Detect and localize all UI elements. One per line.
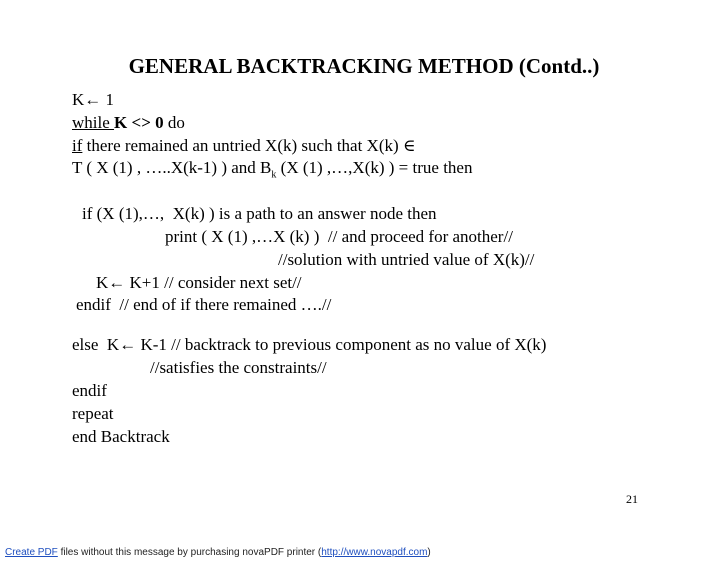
code-line-bound xyxy=(72,158,472,185)
code-line-init: K← 1 xyxy=(72,90,115,109)
code-line-if xyxy=(72,136,416,156)
footer-text: files without this message by purchasing novaPDF printer ( xyxy=(57,547,322,558)
page-title: GENERAL BACKTRACKING METHOD (Contd..) xyxy=(128,54,600,78)
while-keyword: while xyxy=(72,113,115,132)
code-line-repeat: repeat xyxy=(72,404,114,423)
while-condition: K <> 0 xyxy=(114,113,164,132)
if-keyword: if xyxy=(72,136,83,155)
code-line-constraints: //satisfies the constraints// xyxy=(150,358,327,377)
code-line-comment: //solution with untried value of X(k)// xyxy=(278,250,535,269)
footer-watermark xyxy=(5,547,431,558)
novapdf-link[interactable]: http://www.novapdf.com xyxy=(321,547,428,558)
code-line-while xyxy=(72,113,185,133)
code-line-end: end Backtrack xyxy=(72,427,170,446)
page-number: 21 xyxy=(626,492,638,506)
bound-subscript: k xyxy=(271,169,277,181)
code-line-else: else K← K-1 // backtrack to previous component as no value of X(k) xyxy=(72,335,547,354)
code-line-endif: endif xyxy=(72,381,107,400)
bound-text-a: T ( X (1) , …..X(k-1) ) and B xyxy=(72,158,272,177)
code-line-print: print ( X (1) ,…X (k) ) // and proceed for another// xyxy=(165,227,513,246)
code-line-increment: K← K+1 // consider next set// xyxy=(96,273,302,292)
code-line-path-check: if (X (1),…, X(k) ) is a path to an answer node then xyxy=(82,204,437,223)
bound-text-b: (X (1) ,…,X(k) ) = true then xyxy=(276,158,473,177)
if-condition: there remained an untried X(k) such that X(k) ∈ xyxy=(82,136,416,155)
while-do: do xyxy=(163,113,185,132)
footer-text-end: ) xyxy=(427,547,431,558)
create-pdf-link[interactable]: Create PDF xyxy=(5,547,58,558)
code-line-endif-inner: endif // end of if there remained ….// xyxy=(76,295,332,314)
